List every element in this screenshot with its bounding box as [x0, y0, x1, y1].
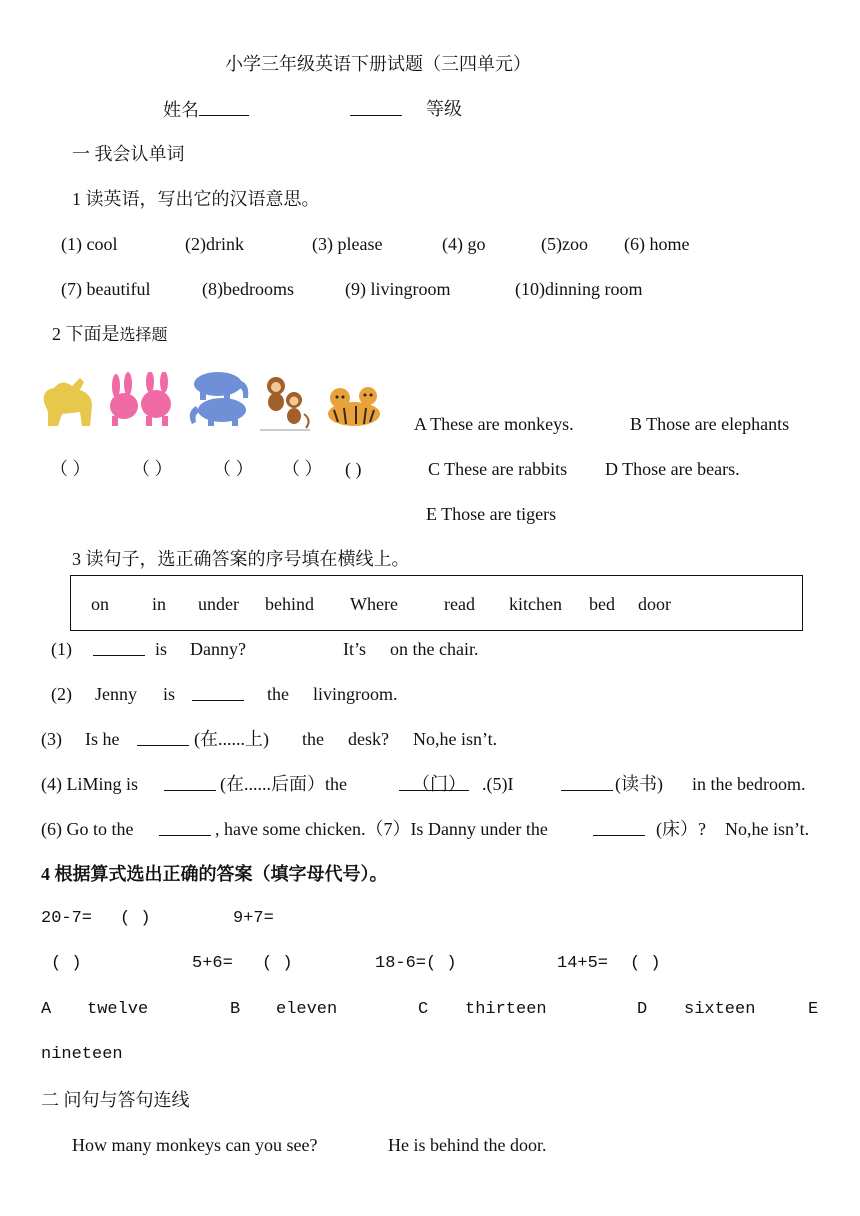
s1-text-1: is [155, 639, 168, 659]
word-bank-box [70, 575, 803, 631]
q1-word-3: (3) please [312, 234, 383, 254]
extra-blank-wrap [350, 97, 402, 122]
q4-answer-d-word: sixteen [684, 1000, 756, 1019]
s2-text-2: is [163, 684, 176, 704]
section1-heading: 一 我会认单词 [72, 144, 185, 164]
word-bank-read: read [444, 594, 475, 614]
q4-eq-1: 20-7= [41, 909, 93, 928]
word-bank-door: door [638, 594, 671, 614]
monkeys-image [260, 374, 310, 432]
q4-title: 4 根据算式选出正确的答案（填字母代号）。 [41, 864, 388, 884]
q2-bracket-5[interactable]: ( ) [345, 459, 362, 479]
q1-word-6: (6) home [624, 234, 690, 254]
name-blank[interactable] [199, 97, 249, 116]
q4-answer-a-letter: A [41, 1000, 52, 1019]
q1-word-9: (9) livingroom [345, 279, 451, 299]
name-label [163, 97, 249, 122]
q4-answer-e-letter: E [808, 1000, 819, 1019]
s3-blank[interactable] [137, 727, 189, 746]
s6-blank-wrap [159, 817, 211, 842]
s3-text-1: Is he [85, 729, 120, 749]
q4-answer-a-word: twelve [87, 1000, 149, 1019]
s1-text-4: on the chair. [390, 639, 479, 659]
q1-word-7: (7) beautiful [61, 279, 151, 299]
q1-word-4: (4) go [442, 234, 486, 254]
q2-option-d: D Those are bears. [605, 459, 740, 479]
q4-answer-d-letter: D [637, 1000, 648, 1019]
tigers-image [324, 380, 388, 430]
s1-blank[interactable] [93, 637, 145, 656]
word-bank-where: Where [350, 594, 398, 614]
q2-bracket-3[interactable]: （ ） [213, 459, 254, 479]
s2-text-1: Jenny [95, 684, 137, 704]
s2-text-4: livingroom. [313, 684, 398, 704]
q4-answer-b-word: eleven [276, 1000, 338, 1019]
word-bank-under: under [198, 594, 239, 614]
word-bank-in: in [152, 594, 167, 614]
s6-text-a: (6) Go to the [41, 819, 134, 839]
q2-title [52, 322, 168, 348]
s5-blank[interactable] [561, 772, 613, 791]
grade-label: 等级 [426, 99, 462, 119]
yellow-animal-image [40, 372, 98, 428]
q4-bracket-5[interactable]: ( ) [630, 954, 661, 973]
s6-text-b: , have some chicken.（7）Is Danny under the [215, 819, 548, 839]
section2-heading: 二 问句与答句连线 [41, 1090, 190, 1110]
q2-option-b: B Those are elephants [630, 414, 790, 434]
s4-blank-1-wrap [164, 772, 216, 797]
s1-blank-wrap [93, 637, 145, 662]
q1-word-8: (8)bedrooms [202, 279, 294, 299]
s2-number: (2) [51, 684, 72, 704]
q4-bracket-3[interactable]: ( ) [262, 954, 293, 973]
word-bank-behind: behind [265, 594, 314, 614]
q4-answer-b-letter: B [230, 1000, 241, 1019]
s4-text-b: (在......后面）the [220, 774, 347, 794]
q4-bracket-1[interactable]: ( ) [120, 909, 151, 928]
q2-title-small: 选择题 [119, 327, 168, 344]
s3-text-3: the [302, 729, 324, 749]
s1-text-3: It’s [343, 639, 367, 659]
page-title: 小学三年级英语下册试题（三四单元） [225, 54, 531, 74]
s7-text-d: No,he isn’t. [725, 819, 810, 839]
q1-word-5: (5)zoo [541, 234, 588, 254]
s3-text-5: No,he isn’t. [413, 729, 498, 749]
s1-text-2: Danny? [190, 639, 246, 659]
s5-text-f: in the bedroom. [692, 774, 806, 794]
q4-eq-2: 9+7= [233, 909, 274, 928]
s5-blank-wrap [561, 772, 613, 797]
s7-text-c: (床）? [656, 819, 706, 839]
s2-text-3: the [267, 684, 289, 704]
s7-blank-wrap [593, 817, 645, 842]
q2-option-a: A These are monkeys. [414, 414, 574, 434]
s3-text-2: (在......上) [194, 729, 269, 749]
q2-bracket-2[interactable]: （ ） [132, 459, 173, 479]
s2-blank[interactable] [192, 682, 244, 701]
match-answer[interactable]: He is behind the door. [388, 1135, 547, 1155]
s1-number: (1) [51, 639, 72, 659]
q4-answer-c-letter: C [418, 1000, 429, 1019]
q4-answer-e-word: nineteen [41, 1045, 123, 1064]
q4-eq-4: 18-6=( ) [375, 954, 457, 973]
q2-bracket-4[interactable]: （ ） [282, 459, 323, 479]
s3-number: (3) [41, 729, 62, 749]
q2-bracket-1[interactable]: （ ） [50, 459, 91, 479]
s4-text-a: (4) LiMing is [41, 774, 138, 794]
q2-title-main: 2 下面是 [52, 324, 120, 344]
s4-blank-1[interactable] [164, 772, 216, 791]
q2-option-c: C These are rabbits [428, 459, 568, 479]
q4-bracket-2[interactable]: ( ) [51, 954, 82, 973]
q1-word-10: (10)dinning room [515, 279, 643, 299]
s4-text-d: .(5)I [482, 774, 514, 794]
q1-word-2: (2)drink [185, 234, 244, 254]
q2-option-e: E Those are tigers [426, 504, 557, 524]
match-question[interactable]: How many monkeys can you see? [72, 1135, 318, 1155]
word-bank-on: on [91, 594, 109, 614]
q1-title: 1 读英语，写出它的汉语意思。 [72, 189, 320, 209]
s7-blank[interactable] [593, 817, 645, 836]
q1-word-1: (1) cool [61, 234, 118, 254]
s5-text-e: (读书) [615, 774, 663, 794]
name-label-text: 姓名 [163, 100, 199, 120]
s6-blank[interactable] [159, 817, 211, 836]
q4-answer-c-word: thirteen [465, 1000, 547, 1019]
pink-rabbits-image [102, 372, 180, 428]
word-bank-kitchen: kitchen [509, 594, 562, 614]
s3-blank-wrap [137, 727, 189, 752]
q4-eq-3: 5+6= [192, 954, 233, 973]
s2-blank-wrap [192, 682, 244, 707]
word-bank-bed: bed [589, 594, 615, 614]
q4-eq-5: 14+5= [557, 954, 609, 973]
blue-elephants-image [188, 368, 258, 428]
s4-text-c: （门） [412, 774, 466, 794]
extra-blank[interactable] [350, 97, 402, 116]
s3-text-4: desk? [348, 729, 389, 749]
q3-title: 3 读句子，选正确答案的序号填在横线上。 [72, 549, 410, 569]
